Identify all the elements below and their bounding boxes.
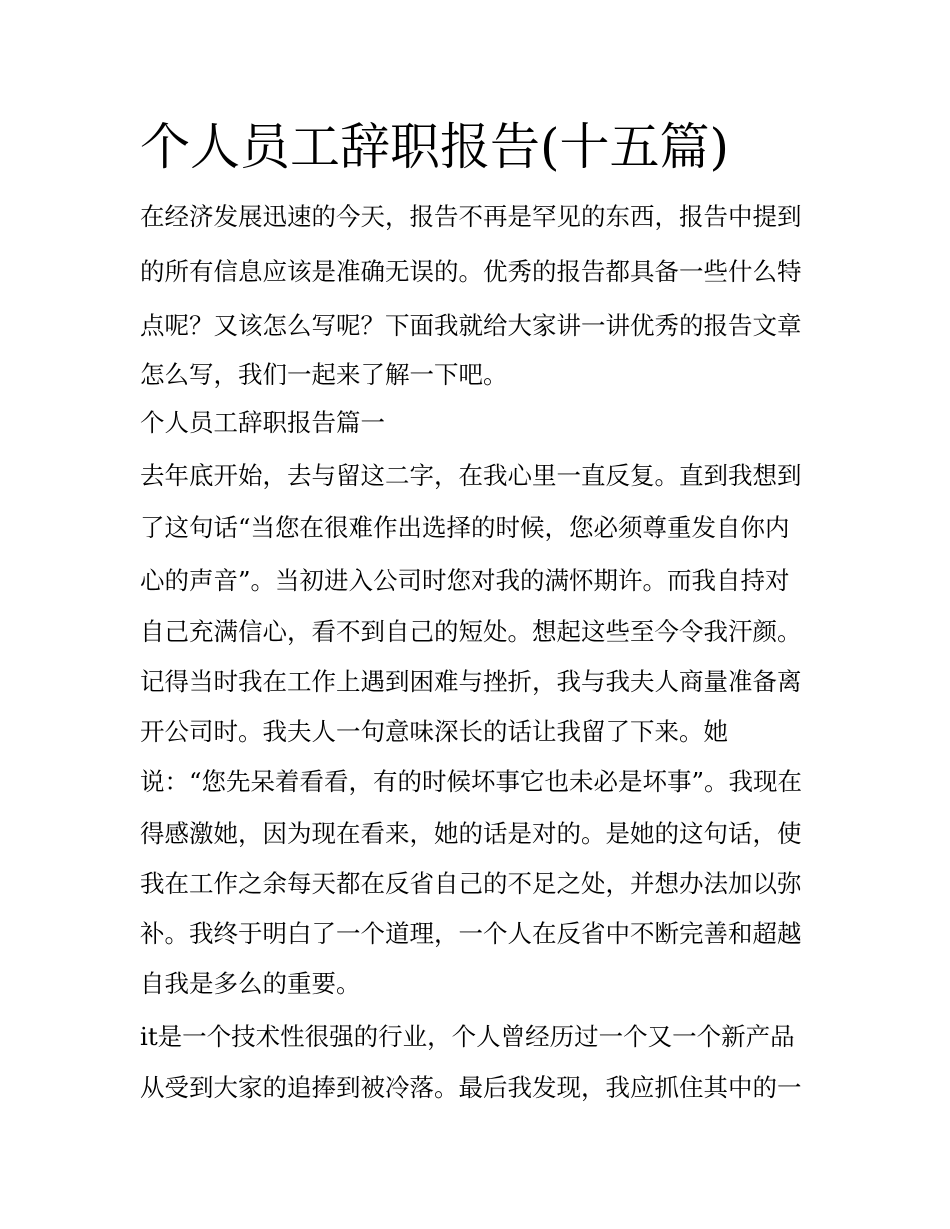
paragraph-line: 了这句话“当您在很难作出选择的时候，您必须尊重发自你内	[140, 513, 790, 542]
paragraph-line: 补。我终于明白了一个道理，一个人在反省中不断完善和超越	[140, 919, 802, 948]
paragraph-line: 点呢？又该怎么写呢？下面我就给大家讲一讲优秀的报告文章	[140, 311, 802, 340]
document-title: 个人员工辞职报告(十五篇)	[140, 118, 730, 176]
paragraph-line: 去年底开始，去与留这二字，在我心里一直反复。直到我想到	[140, 461, 802, 490]
paragraph-line: 的所有信息应该是准确无误的。优秀的报告都具备一些什么特	[140, 257, 802, 286]
paragraph-line: it是一个技术性很强的行业，个人曾经历过一个又一个新产品	[140, 1022, 795, 1051]
paragraph-line: 怎么写，我们一起来了解一下吧。	[140, 360, 508, 389]
paragraph-line: 心的声音”。当初进入公司时您对我的满怀期许。而我自持对	[140, 566, 790, 595]
paragraph-line: 得感激她，因为现在看来，她的话是对的。是她的这句话，使	[140, 819, 802, 848]
paragraph-line: 在经济发展迅速的今天，报告不再是罕见的东西，报告中提到	[140, 202, 802, 231]
paragraph-line: 我在工作之余每天都在反省自己的不足之处，并想办法加以弥	[140, 869, 802, 898]
paragraph-line: 说：“您先呆着看看，有的时候坏事它也未必是坏事”。我现在	[140, 767, 803, 796]
paragraph-line: 自我是多么的重要。	[140, 969, 361, 998]
paragraph-line: 开公司时。我夫人一句意味深长的话让我留了下来。她	[140, 717, 728, 746]
paragraph-line: 记得当时我在工作上遇到困难与挫折，我与我夫人商量准备离	[140, 667, 802, 696]
section-heading: 个人员工辞职报告篇一	[140, 408, 385, 437]
paragraph-line: 自己充满信心，看不到自己的短处。想起这些至今令我汗颜。	[140, 617, 802, 646]
paragraph-line: 从受到大家的追捧到被冷落。最后我发现，我应抓住其中的一	[140, 1073, 802, 1102]
